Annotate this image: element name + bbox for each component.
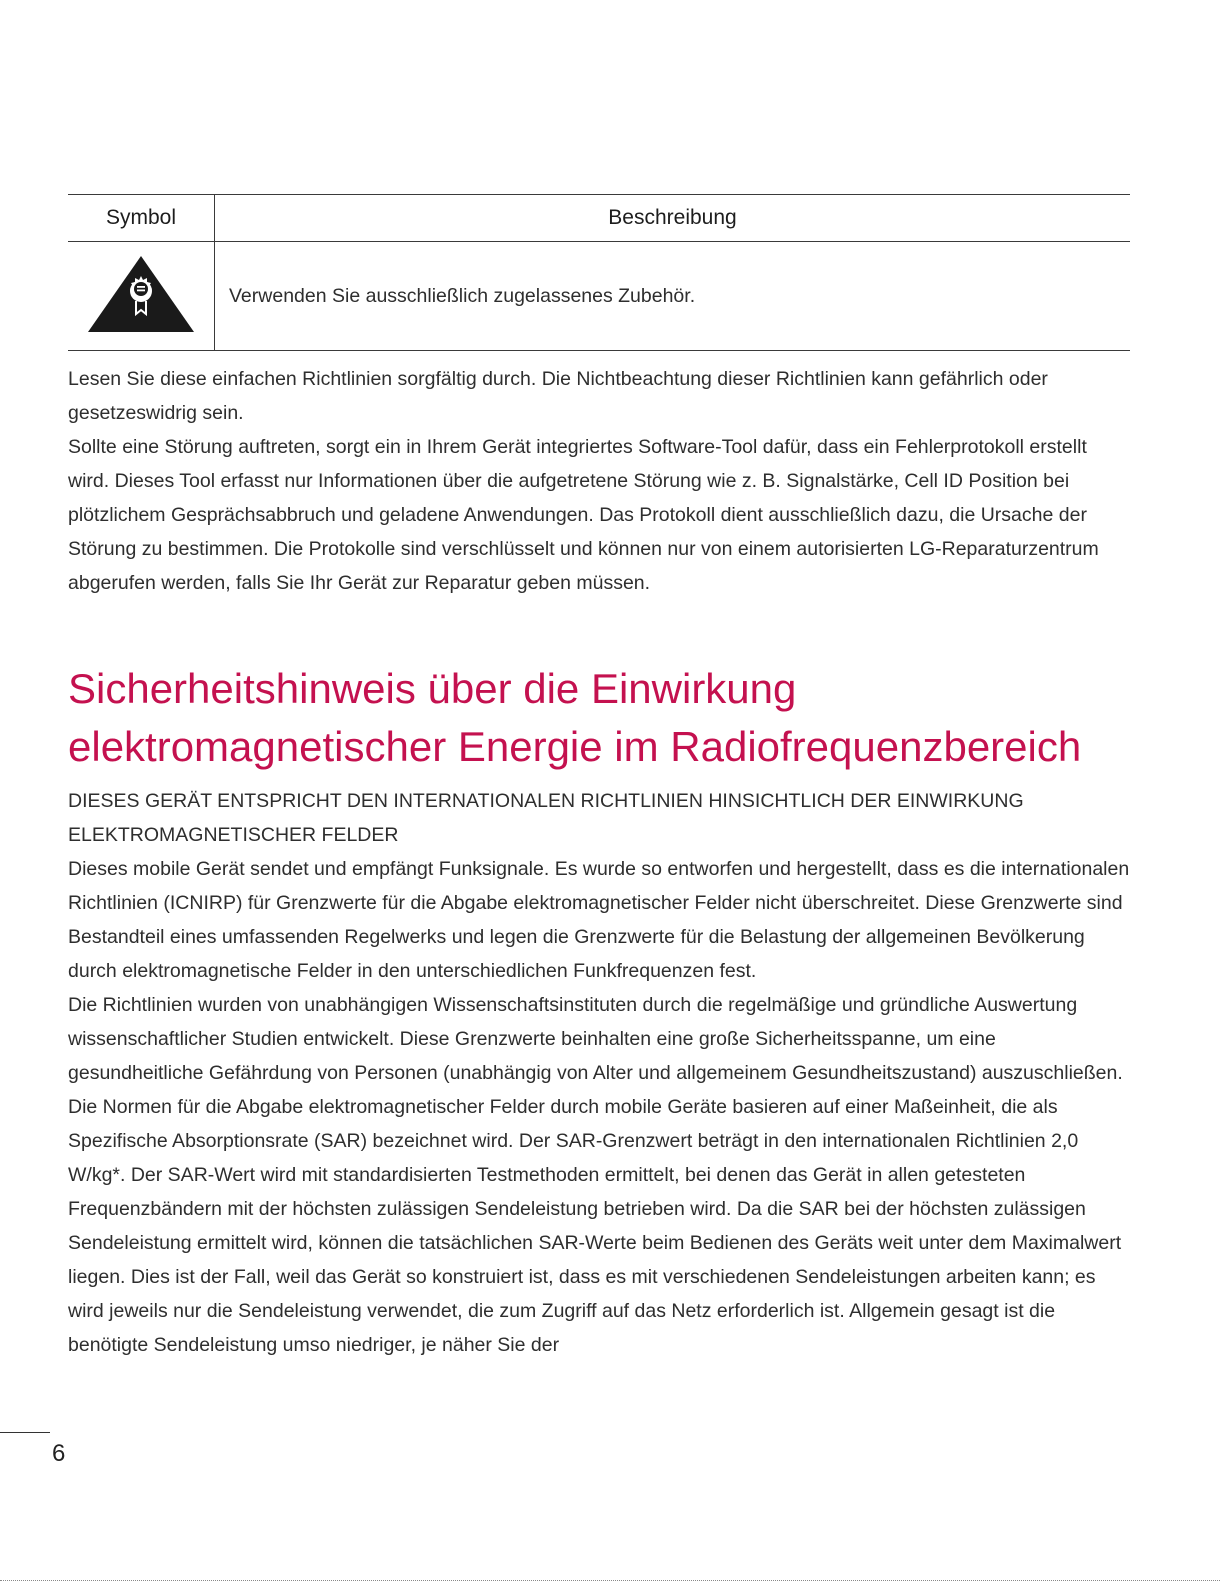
page-bottom-border [0,1580,1220,1581]
body-paragraph-2: Die Richtlinien wurden von unabhängigen Wissenschaftsinstituten durch die regelmäßige und gründliche Auswertung wissenschaftlicher Studien entwickelt. Diese Grenzwerte beinhalten eine große Sicherheitsspanne, um eine gesundheitliche Gefährdung von Personen (unabhängig von Alter und allgemeinem Gesundheitszustand) auszuschließen. [68,994,1123,1084]
section-body [68,784,1130,1362]
intro-text [68,362,1130,600]
page-number: 6 [52,1440,66,1467]
body-paragraph-3: Die Normen für die Abgabe elektromagnetischer Felder durch mobile Geräte basieren auf einer Maßeinheit, die als Spezifische Absorptionsrate (SAR) bezeichnet wird. Der SAR-Grenzwert beträgt in den internationalen Richtlinien 2,0 W/kg*. Der SAR-Wert wird mit standardisierten Testmethoden ermittelt, bei denen das Gerät in allen getesteten Frequenzbändern mit der höchsten zulässigen Sendeleistung betrieben wird. Da die SAR bei der höchsten zulässigen Sendeleistung ermittelt wird, können die tatsächlichen SAR-Werte beim Bedienen des Geräts weit unter dem Maximalwert liegen. Dies ist der Fall, weil das Gerät so konstruiert ist, dass es mit verschiedenen Sendeleistungen arbeiten kann; es wird jeweils nur die Sendeleistung verwendet, die zum Zugriff auf das Netz erforderlich ist. Allgemein gesagt ist die benötigte Sendeleistung umso niedriger, je näher Sie der [68,1096,1122,1356]
intro-paragraph-1: Lesen Sie diese einfachen Richtlinien sorgfältig durch. Die Nichtbeachtung dieser Richtlinien kann gefährlich oder gesetzeswidrig sein. [68,368,1048,424]
body-paragraph-1: Dieses mobile Gerät sendet und empfängt Funksignale. Es wurde so entworfen und hergestellt, dass es die internationalen Richtlinien (ICNIRP) für Grenzwerte für die Abgabe elektromagnetischer Felder nicht überschreitet. Diese Grenzwerte sind Bestandteil eines umfassenden Regelwerks und legen die Grenzwerte für die Belastung der allgemeinen Bevölkerung durch elektromagnetische Felder in den unterschiedlichen Funkfrequenzen fest. [68,858,1130,982]
table-row [68,242,1130,351]
intro-paragraph-2: Sollte eine Störung auftreten, sorgt ein in Ihrem Gerät integriertes Software-Tool dafür, dass ein Fehlerprotokoll erstellt wird. Dieses Tool erfasst nur Informationen über die aufgetretene Störung wie z. B. Signalstärke, Cell ID Position bei plötzlichem Gesprächsabbruch und geladene Anwendungen. Das Protokoll dient ausschließlich dazu, die Ursache der Störung zu bestimmen. Die Protokolle sind verschlüsselt und können nur von einem autorisierten LG-Reparaturzentrum abgerufen werden, falls Sie Ihr Gerät zur Reparatur geben müssen. [68,436,1099,594]
symbol-table [68,194,1130,351]
description-cell: Verwenden Sie ausschließlich zugelassenes Zubehör. [215,242,1131,351]
header-description: Beschreibung [215,195,1131,242]
section-title-line-1: Sicherheitshinweis über die Einwirkung [68,665,797,712]
caps-statement: DIESES GERÄT ENTSPRICHT DEN INTERNATIONALEN RICHTLINIEN HINSICHTLICH DER EINWIRKUNG ELEKTROMAGNETISCHER FELDER [68,790,1024,846]
approved-accessory-warning-icon [88,256,194,332]
footer-rule [0,1432,50,1433]
symbol-cell [68,242,215,351]
section-title-line-2: elektromagnetischer Energie im Radiofrequenzbereich [68,723,1082,770]
table-header-row [68,195,1130,242]
section-title [68,660,1168,776]
header-symbol: Symbol [68,195,215,242]
